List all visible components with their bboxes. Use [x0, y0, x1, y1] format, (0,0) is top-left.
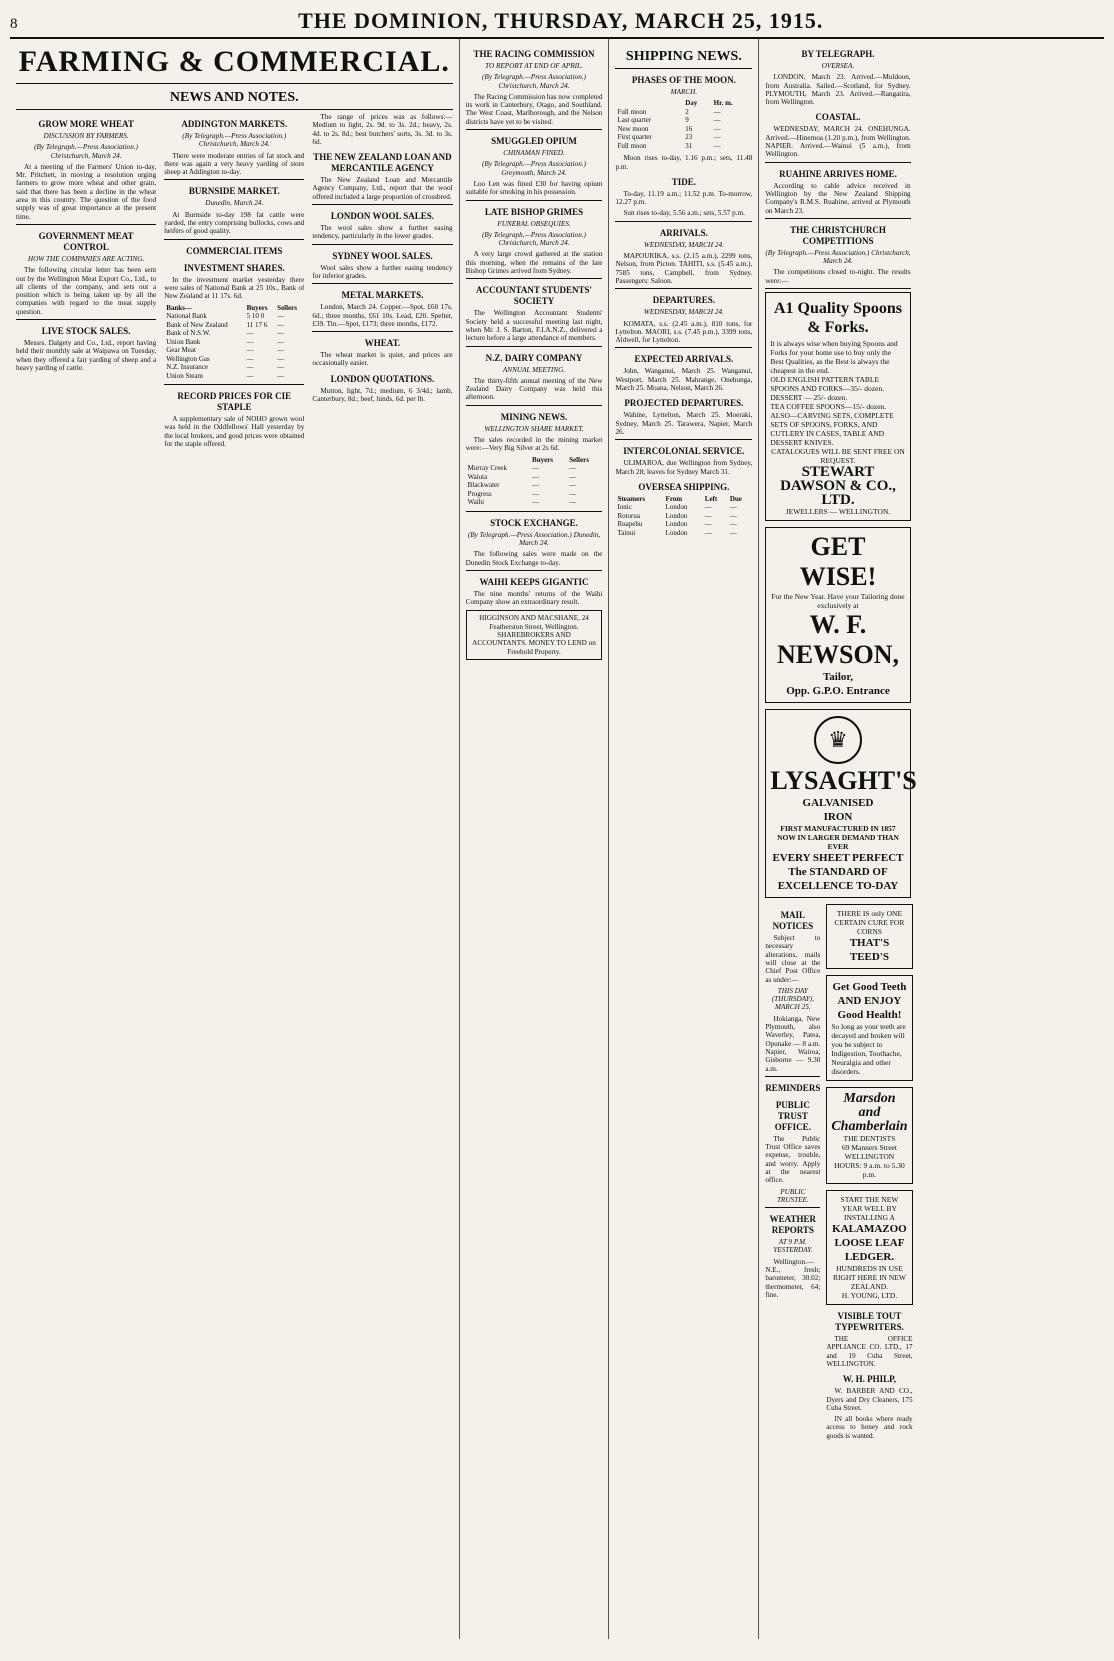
table-cell: London [665, 528, 688, 537]
weather-heading: WEATHER REPORTS [769, 1214, 816, 1236]
marsden: Marsdon and [843, 1091, 896, 1121]
shipping-heading: SHIPPING NEWS. [625, 49, 742, 64]
table-cell: — [532, 481, 540, 490]
chamberlain: Chamberlain [831, 1119, 908, 1135]
table-cell: 31 [685, 141, 693, 150]
lower-ads-right [826, 904, 912, 1443]
typewriters: VISIBLE TOUT TYPEWRITERS. [835, 1311, 904, 1333]
higginson-advert [466, 610, 603, 659]
article-body: Wool sales show a further easing tendency for inferior grades. [312, 263, 453, 280]
article-body: A very large crowd gathered at the station this morning, when the remains of the late Bishop Grimes arrived from Sydney. [465, 250, 603, 276]
table-cell: — [277, 337, 285, 346]
overseas-row [615, 503, 752, 512]
kalamazoo-sub: HUNDREDS IN USE RIGHT HERE IN NEW ZEALAND. [832, 1264, 906, 1292]
table-cell: Murray Creek [467, 464, 508, 473]
article-subheading: HOW THE COMPANIES ARE ACTING. [27, 254, 145, 263]
article-dateline: (By Telegraph.—Press Association.) Dunedin, March 24. [467, 530, 601, 547]
table-cell: — [246, 371, 254, 380]
article-heading: ADDINGTON MARKETS. [181, 119, 288, 129]
table-cell: — [246, 354, 254, 363]
article-dateline: (By Telegraph.—Press Association.) Christchurch, March 24. [34, 143, 139, 160]
dentists: THE DENTISTS [843, 1134, 896, 1144]
article-heading: METAL MARKETS. [341, 290, 424, 301]
trustee-text: The Public Trust Office saves expense, trouble, and worry. Apply at the nearest office. [765, 1134, 821, 1185]
mail-heading: MAIL NOTICES [772, 910, 814, 932]
christchurch-text: The competitions closed to-night. The results were:— [765, 268, 911, 285]
table-header-cell: Due [729, 494, 742, 503]
article-body: The range of prices was as follows:—Medium to light, 2s. 9d. to 3s. 2d.; heavy, 2s. 4d. to 2s. 8d.; best butchers' sorts, 3s. 3d. to 3s. 6d. [312, 113, 453, 146]
article-subheading: INVESTMENT SHARES. [183, 262, 285, 273]
lysaght-galvanised: GALVANISED [802, 797, 874, 810]
table-cell: First quarter [617, 133, 652, 142]
table-cell: 11 17 6 [246, 320, 268, 329]
table-cell: — [569, 472, 577, 481]
share-row [164, 329, 304, 338]
article-body: The New Zealand Loan and Mercantile Agency Company, Ltd., report that the wool offered included a large proportion of crossbred. [312, 176, 453, 201]
table-cell: — [532, 472, 540, 481]
table-cell: Bank of New Zealand [166, 320, 228, 329]
christchurch-dateline: (By Telegraph.—Press Association.) Christchurch, March 24. [765, 248, 911, 266]
lower-ads-grid [765, 904, 913, 1443]
office-supply: THE OFFICE APPLIANCE CO. LTD., 17 and 19 Cuba Street, WELLINGTON. [826, 1335, 913, 1368]
expected-heading: EXPECTED ARRIVALS. [634, 354, 734, 365]
lysaght-every: EVERY SHEET PERFECT [772, 852, 904, 865]
table-cell: London [665, 520, 688, 529]
article-body: The wheat market is quiet, and prices are occasionally easier. [312, 351, 453, 368]
article-heading: N.Z. DAIRY COMPANY [485, 352, 583, 363]
table-cell: Union Bank [166, 337, 201, 346]
christchurch-heading: THE CHRISTCHURCH COMPETITIONS [790, 224, 886, 246]
table-cell: Ruapehu [617, 520, 643, 529]
table-cell: — [246, 363, 254, 372]
teds-name: THAT'S TEED'S [849, 937, 890, 964]
table-cell: Ionic [617, 503, 632, 512]
moon-table-header [615, 99, 752, 108]
teeth-advert [826, 975, 912, 1081]
newson-name: W. F. NEWSON, [776, 610, 900, 670]
teeth-heading: Get Good Teeth [832, 981, 907, 994]
table-cell: London [665, 511, 688, 520]
newson-tailor: Tailor, [822, 671, 854, 684]
share-row [164, 338, 304, 347]
table-cell: Rotorua [617, 511, 640, 520]
table-header-cell: From [665, 494, 683, 503]
farming-subcol-3 [312, 113, 452, 451]
masthead [10, 6, 1104, 39]
article-body: London, March 24. Copper.—Spot, £60 17s. 6d.; three months, £61 10s. Lead, £20. Spelter, £39. Tin.—Spot, £173; three months, £172. [312, 303, 453, 328]
table-header-cell: Buyers [532, 455, 554, 464]
column-grid [10, 39, 1104, 1639]
share-row [164, 312, 304, 321]
table-cell: — [729, 503, 737, 512]
departures-text: KOMATA, s.s. (2.45 a.m.), 810 tons, for Lyttelton. MAORI, s.s. (7.45 p.m.), 3399 tons, Aldwell, for Lyttelton. [615, 319, 753, 345]
arrivals-heading: ARRIVALS. [659, 227, 708, 238]
spoons-catalogue: CATALOGUES WILL BE SENT FREE ON REQUEST. [771, 447, 905, 466]
article-heading: THE NEW ZEALAND LOAN AND MERCANTILE AGENCY [313, 152, 452, 174]
dentists-hours: HOURS: 9 a.m. to 5.30 p.m. [834, 1161, 905, 1180]
table-cell: 2 [685, 107, 689, 116]
ruahine-heading: RUAHINE ARRIVES HOME. [779, 168, 897, 179]
article-subheading: CHINAMAN FINED. [503, 149, 565, 158]
mining-table-header [466, 456, 603, 465]
mail-date: THIS DAY (THURSDAY), MARCH 25. [771, 986, 814, 1012]
table-cell: — [713, 141, 721, 150]
newspaper-title: THE DOMINION, THURSDAY, MARCH 25, 1915. [298, 8, 824, 33]
article-body: The sales recorded in the mining market were:—Very Big Silver at 2s 6d. [465, 436, 603, 453]
article-body: The Racing Commission has now completed its work in Canterbury, Otago, and Southland. The West Coast, Marlborough, and the Nelson districts have yet to be visited. [465, 92, 603, 126]
table-header-cell: Left [704, 494, 718, 503]
dentists-advert [826, 1087, 912, 1184]
farming-column [10, 39, 460, 1639]
article-body: At a meeting of the Farmers' Union to-day, Mr. Pritchett, in moving a resolution urging farmers to grow more wheat and other grain, said that there has been a decline in the wheat area in this country. The question of the food supply was of great importance at the present time. [16, 162, 157, 221]
kalamazoo-agent: H. YOUNG, LTD. [841, 1291, 898, 1301]
table-header-cell [615, 99, 683, 108]
article-subheading: DISCUSSION BY FARMERS. [43, 132, 129, 140]
stewart-sub: JEWELLERS — WELLINGTON. [785, 507, 891, 517]
article-body: A supplementary sale of NOHO grown wool was held in the Oddfellows' Hall yesterday by the local brokers, and good prices were obtained for the staple offered. [164, 415, 305, 448]
intercolonial-heading: INTERCOLONIAL SERVICE. [623, 446, 745, 457]
table-cell: Wellington Gas [166, 354, 210, 363]
article-heading: WHEAT. [364, 338, 401, 349]
table-cell: Tainui [617, 528, 636, 537]
table-header-cell: Banks— [166, 303, 192, 312]
article-body: There were moderate entries of fat stock and there was again a very heavy yarding of store sheep at Addington to-day. [164, 151, 305, 177]
table-cell: Bank of N.S.W. [166, 329, 211, 338]
article-heading: GOVERNMENT MEAT CONTROL [38, 230, 134, 252]
newson-address: Opp. G.P.O. Entrance [786, 685, 890, 698]
kalamazoo-advert [826, 1190, 912, 1305]
moon-heading: PHASES OF THE MOON. [631, 75, 736, 85]
table-cell: — [277, 329, 285, 338]
spoons-line: DESSERT — 25/- dozen. [770, 393, 848, 403]
article-body: The thirty-fifth annual meeting of the New Zealand Dairy Company was held this afternoon. [465, 376, 603, 402]
kalamazoo-name: KALAMAZOO LOOSE LEAF LEDGER. [832, 1223, 907, 1264]
article-dateline: (By Telegraph.—Press Association.) Christchurch, March 24. [182, 132, 287, 149]
dentists-address: 69 Manners Street WELLINGTON [841, 1143, 897, 1162]
overseas-row [615, 520, 752, 529]
overseas-heading: OVERSEA SHIPPING. [638, 481, 730, 492]
share-row [164, 372, 304, 381]
table-cell: Blackwater [467, 481, 500, 490]
table-cell: — [246, 346, 254, 355]
table-cell: — [569, 464, 577, 473]
article-heading: COMMERCIAL ITEMS [186, 245, 283, 256]
news-column [460, 39, 610, 1639]
table-cell: Progress [467, 489, 492, 498]
mining-row [466, 473, 603, 482]
shipping-column [609, 39, 759, 1639]
mining-table [466, 456, 603, 507]
telegraph-text: LONDON, March 23. Arrived.—Muldoon, from Australia. Sailed.—Scotland, for Sydney. PLYMOUTH, March 23. Arrived.—Rangatira, from Wellington. [765, 73, 911, 107]
spoons-advert [765, 292, 910, 521]
article-heading: MINING NEWS. [500, 411, 568, 422]
article-subheading: WELLINGTON SHARE MARKET. [484, 424, 584, 433]
overseas-row [615, 529, 752, 538]
mining-row [466, 481, 603, 490]
getwise-text: For the New Year. Have your Tailoring done exclusively at [771, 592, 905, 611]
article-body: The following circular letter has been sent out by the Wellington Meat Export Co., Ltd., to all clients of the company, and sets out a position which is being taken up by all the companies with regard to the meat supply question. [16, 266, 157, 316]
newspaper-page [10, 6, 1104, 1646]
telegraph-heading: BY TELEGRAPH. [801, 49, 875, 59]
table-cell: — [277, 363, 285, 372]
article-heading: LONDON WOOL SALES. [330, 211, 435, 222]
lysaght-name: LYSAGHT'S [770, 766, 917, 796]
article-body: Mutton, light, 7d.; medium, 6 3/4d.; lamb, Canterbury, 8d.; beef, hinds, 6d. per lb. [312, 386, 453, 404]
article-heading: WAIHI KEEPS GIGANTIC [479, 576, 589, 587]
table-header-cell: Sellers [277, 303, 297, 312]
projected-heading: PROJECTED DEPARTURES. [624, 398, 744, 409]
table-cell: — [729, 511, 737, 520]
booklet: IN all books where ready access to honey and rock goods is wanted. [826, 1415, 913, 1440]
mining-row [466, 498, 603, 507]
share-row [164, 355, 304, 364]
lysaght-advert [765, 709, 917, 898]
table-cell: Waihi [467, 498, 485, 507]
table-header-cell: Day [685, 99, 698, 108]
table-cell: — [713, 107, 721, 116]
table-cell: Full moon [617, 141, 647, 150]
moon-row [615, 108, 752, 117]
newson-advert [765, 527, 910, 703]
moon-row [615, 116, 752, 125]
tide-heading: TIDE. [671, 176, 696, 187]
table-header-cell: Sellers [569, 455, 589, 464]
spoons-text: It is always wise when buying Spoons and Forks for your home use to buy only the Best Qualities, as the Best is always the cheapest in the end. [770, 339, 898, 376]
share-row [164, 321, 304, 330]
teeth-sub: AND ENJOY Good Health! [837, 995, 902, 1022]
intercolonial-text: ULIMAROA, due Wellington from Sydney, March 28; leaves for Sydney March 31. [615, 459, 753, 476]
article-body: Messrs. Dalgety and Co., Ltd., report having held their monthly sale at Waipawa on Tuesday, when they offered a fair yarding of sheep and a heavy yarding of cattle. [16, 339, 157, 372]
table-cell: — [569, 489, 577, 498]
trustee-heading: PUBLIC TRUST OFFICE. [774, 1099, 811, 1132]
table-cell: — [713, 124, 721, 133]
table-cell: — [277, 346, 285, 355]
teds-advert [826, 904, 912, 969]
share-row [164, 346, 304, 355]
getwise: GET WISE! [799, 532, 877, 592]
tide-text: To-day, 11.19 a.m.; 11.52 p.m. To-morrow, 12.27 p.m. [615, 189, 753, 207]
article-body: In the investment market yesterday there were sales of National Bank at 25 10s., Bank of New Zealand at 11 17s. 6d. [164, 275, 305, 301]
mining-row [466, 490, 603, 499]
table-cell: New moon [617, 124, 649, 133]
table-cell: — [277, 354, 285, 363]
table-header-cell: Steamers [617, 494, 646, 503]
overseas-table [615, 495, 752, 538]
trustee-foot: PUBLIC TRUSTEE. [776, 1187, 809, 1204]
table-cell: — [532, 464, 540, 473]
share-row [164, 363, 304, 372]
table-header-cell: Buyers [246, 303, 268, 312]
table-cell: — [569, 481, 577, 490]
article-heading: LONDON QUOTATIONS. [330, 373, 435, 384]
section-title: FARMING & COMMERCIAL. [18, 45, 450, 78]
table-cell: Last quarter [617, 116, 652, 125]
table-cell: — [532, 489, 540, 498]
moon-row [615, 133, 752, 142]
table-cell: 9 [685, 116, 689, 125]
coastal-text: WEDNESDAY, MARCH 24. ONEHUNGA. Arrived.—Hinemoa (1.20 p.m.), from Wellington. NAPIER. Arrived.—Wainui (5 a.m.), from Wellington. [765, 125, 911, 159]
teds-sub: THERE IS only ONE CERTAIN CURE FOR CORNS [834, 909, 905, 937]
mail-body: Hokianga, New Plymouth, also Waverley, Patea, Opunake — 8 a.m. Napier, Wairoa, Gisborne — 9.30 a.m. [765, 1014, 821, 1073]
mail-text: Subject to necessary alterations, mails will close at the Chief Post Office as under:— [765, 934, 821, 984]
table-header-cell: Hr. m. [713, 99, 733, 108]
moon-table [615, 99, 752, 150]
spoons-heading: A1 Quality Spoons & Forks. [773, 300, 902, 337]
article-body: The following sales were made on the Dunedin Stock Exchange to-day. [465, 550, 603, 567]
article-body: The wool sales show a further easing tendency, particularly in the lower grades. [312, 224, 453, 241]
share-table-header [164, 304, 304, 313]
table-cell: — [246, 329, 254, 338]
table-cell: — [277, 312, 285, 321]
table-cell: — [713, 133, 721, 142]
moon-row [615, 125, 752, 134]
table-cell: — [713, 116, 721, 125]
article-dateline: Dunedin, March 24. [205, 199, 264, 208]
lysaght-first: FIRST MANUFACTURED IN 1857 [780, 824, 896, 834]
article-dateline: (By Telegraph.—Press Association.) Christchurch, March 24. [482, 73, 586, 90]
article-heading: LATE BISHOP GRIMES [484, 206, 584, 217]
article-heading: STOCK EXCHANGE. [490, 517, 578, 528]
table-cell: — [729, 520, 737, 529]
table-cell: Full moon [617, 107, 647, 116]
article-body: The Wellington Accountant Students' Society held a successful meeting last night, when Mr. J. S. Barton, F.I.A.N.Z., delivered a lecture before a large attendance of members. [465, 309, 603, 343]
article-dateline: (By Telegraph.—Press Association.) Greymouth, March 24. [482, 160, 586, 177]
table-cell: — [532, 498, 540, 507]
article-heading: SMUGGLED OPIUM [491, 136, 577, 147]
advert-text: HIGGINSON AND MACSHANE, 24 Featherston Street, Wellington. SHAREBROKERS AND ACCOUNTANTS. MONEY TO LEND on Freehold Property. [472, 614, 596, 656]
article-dateline: (By Telegraph.—Press Association.) Christchurch, March 24. [482, 230, 586, 248]
lysaght-demand: NOW IN LARGER DEMAND THAN EVER [777, 833, 899, 852]
table-cell: Waiuta [467, 472, 488, 481]
lysaght-iron: IRON [823, 811, 853, 824]
lower-ads-left [765, 904, 820, 1443]
article-heading: GROW MORE WHEAT [38, 119, 134, 129]
news-notes-heading: NEWS AND NOTES. [169, 90, 299, 105]
table-cell: 5 10 0 [246, 312, 265, 321]
barber: W. BARBER AND CO., Dyers and Dry Cleaners, 175 Cuba Street. [826, 1387, 913, 1412]
table-cell: — [246, 337, 254, 346]
table-cell: — [277, 371, 285, 380]
farming-subcolumns [16, 113, 453, 451]
table-cell: 16 [685, 124, 693, 133]
article-body: Loo Len was fined £30 for having opium suitable for smoking in his possession. [465, 179, 603, 197]
weather-sub: AT 9 P.M. YESTERDAY. [773, 1238, 813, 1255]
table-cell: — [729, 528, 737, 537]
spoons-line: ALSO—CARVING SETS, COMPLETE SETS OF SPOONS, FORKS, AND CUTLERY IN CASES, TABLE AND DESSERT KNIVES. [770, 411, 894, 448]
table-cell: — [704, 520, 712, 529]
reminders-heading: REMINDERS [765, 1082, 821, 1093]
teeth-text: So long as your teeth are decayed and broken will you be subject to Indigestion, Toothache, Neuralgia and other disorders. [831, 1022, 906, 1077]
article-heading: RECORD PRICES FOR CIE STAPLE [177, 391, 292, 413]
table-cell: — [704, 528, 712, 537]
spoons-line: TEA COFFEE SPOONS—15/- dozen. [770, 402, 887, 412]
lysaght-standard: The STANDARD OF EXCELLENCE TO-DAY [777, 866, 899, 893]
arrivals-text: MAPOURIKA, s.s. (2.15 a.m.), 2299 tons, Nelson, from Picton. TAHITI, s.s. (5.45 a.m.), 7585 tons, Campbell, from Sydney. Passengers: Saloon. [615, 252, 753, 285]
table-cell: — [569, 498, 577, 507]
article-body: The nine months' returns of the Waihi Company show an extraordinary result. [465, 589, 603, 607]
article-heading: BURNSIDE MARKET. [188, 186, 280, 197]
moon-rises: Moon rises to-day, 1.16 p.m.; sets, 11.48 p.m. [615, 154, 753, 171]
telegraph-sub: OVERSEA. [821, 62, 855, 70]
telegraph-ads-column [759, 39, 916, 1639]
table-cell: N.Z. Insurance [166, 363, 208, 372]
article-heading: THE RACING COMMISSION [473, 49, 595, 59]
crown-icon: ♛ [814, 716, 862, 764]
philp: W. H. PHILP, [842, 1374, 896, 1385]
table-cell: National Bank [166, 312, 207, 321]
share-table [164, 304, 304, 381]
sun-text: Sun rises to-day, 5.56 a.m.; sets, 5.57 p.m. [623, 209, 745, 218]
table-cell: Gear Meat [166, 346, 196, 355]
mining-row [466, 464, 603, 473]
ruahine-text: According to cable advice received in Wellington by the New Zealand Shipping Company's R.M.S. Ruahine, arrived at Plymouth on March 23. [765, 181, 911, 215]
farming-subcol-1 [16, 113, 156, 451]
article-heading: LIVE STOCK SALES. [41, 326, 131, 337]
overseas-table-header [615, 495, 752, 504]
arrivals-date: WEDNESDAY, MARCH 24. [643, 240, 724, 249]
coastal-heading: COASTAL. [815, 112, 861, 123]
weather-text: Wellington.—N.E., fresh; barometer, 30.02; thermometer, 64; fine. [765, 1257, 821, 1299]
article-heading: SYDNEY WOOL SALES. [332, 250, 433, 261]
article-subheading: FUNERAL OBSEQUIES. [497, 219, 571, 228]
article-heading: ACCOUNTANT STUDENTS' SOCIETY [476, 285, 592, 307]
article-body: At Burnside to-day 198 fat cattle were yarded, the entry comprising bullocks, cows and heifers of good quality. [164, 210, 305, 236]
kalamazoo-text: START THE NEW YEAR WELL BY INSTALLING A [840, 1195, 899, 1223]
moon-row [615, 142, 752, 151]
spoons-line: OLD ENGLISH PATTERN TABLE SPOONS AND FORKS—35/- dozen. [770, 375, 885, 394]
table-header-cell [466, 456, 530, 465]
article-subheading: TO REPORT AT END OF APRIL. [485, 62, 583, 70]
table-cell: — [704, 503, 712, 512]
table-cell: — [704, 511, 712, 520]
article-subheading: ANNUAL MEETING. [502, 365, 566, 374]
farming-subcol-2 [164, 113, 304, 451]
table-cell: — [277, 320, 285, 329]
stewart-dawson: STEWART DAWSON & CO., LTD. [780, 464, 896, 509]
projected-text: Wahine, Lyttelton, March 25. Moeraki, Sydney, March 25. Tarawera, Napier, March 26. [615, 411, 753, 436]
expected-text: John, Wanganui, March 25. Wanganui, Westport, March 25. Mahrange, Onehunga, March 25. Moana, Nelson, March 26. [615, 367, 753, 393]
table-cell: Union Steam [166, 371, 203, 380]
table-cell: 23 [685, 133, 693, 142]
departures-date: WEDNESDAY, MARCH 24. [643, 308, 724, 317]
page-number: 8 [10, 16, 18, 32]
departures-heading: DEPARTURES. [652, 295, 716, 306]
overseas-row [615, 512, 752, 521]
table-cell: London [665, 503, 688, 512]
moon-month: MARCH. [670, 88, 698, 96]
